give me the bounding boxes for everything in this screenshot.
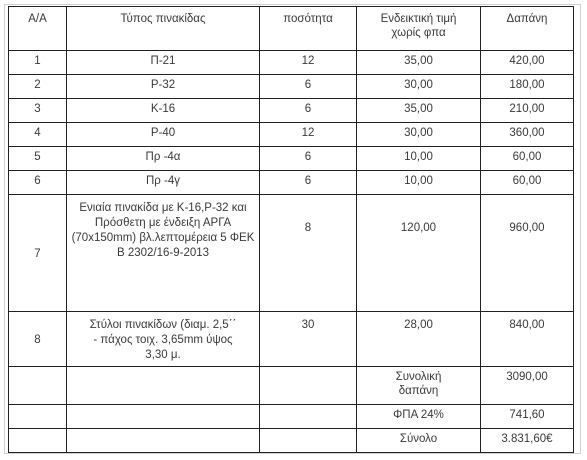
cell-cost: 360,00: [481, 123, 574, 147]
cell-aa: 5: [9, 147, 67, 171]
cell-cost: 420,00: [481, 51, 574, 75]
cell-aa: 7: [9, 195, 67, 312]
table-header-row: [9, 7, 574, 51]
table-row: [9, 75, 574, 99]
cell-unit-price: 10,00: [357, 147, 481, 171]
vat-label: ΦΠΑ 24%: [357, 405, 481, 429]
cell-type: Ενιαία πινακίδα με Κ-16,Ρ-32 και Πρόσθετη με ένδειξη ΑΡΓΑ (70x150mm) βλ.λεπτομέρεια 5 ΦΕΚ Β 2302/16-9-2013: [67, 195, 260, 312]
header-type: Τύπος πινακίδας: [67, 7, 260, 51]
cell-aa: 2: [9, 75, 67, 99]
cell-cost: 960,00: [481, 195, 574, 312]
subtotal-value: 3090,00: [481, 367, 574, 405]
vat-value: 741,60: [481, 405, 574, 429]
cell-type: Π-21: [67, 51, 260, 75]
cell-quantity: 12: [260, 51, 357, 75]
cell-unit-price: 35,00: [357, 51, 481, 75]
total-value: 3.831,60€: [481, 429, 574, 453]
cost-table: [8, 6, 574, 453]
cell-type: Ρ-32: [67, 75, 260, 99]
cell-cost: 180,00: [481, 75, 574, 99]
cell-unit-price: 30,00: [357, 75, 481, 99]
cell-cost: 60,00: [481, 171, 574, 195]
header-unit-price: Ενδεικτική τιμή χωρίς φπα: [357, 7, 481, 51]
table-row: [9, 147, 574, 171]
cell-unit-price: 35,00: [357, 99, 481, 123]
cell-aa: 4: [9, 123, 67, 147]
cell-unit-price: 28,00: [357, 312, 481, 367]
cell-cost: 210,00: [481, 99, 574, 123]
cell-type: Στύλοι πινακίδων (διαμ. 2,5΄΄ - πάχος τοιχ. 3,65mm ύψος 3,30 μ.: [67, 312, 260, 367]
summary-row-subtotal: [9, 367, 574, 405]
cell-unit-price: 30,00: [357, 123, 481, 147]
table-row: [9, 51, 574, 75]
cell-quantity: 6: [260, 75, 357, 99]
cell-cost: 60,00: [481, 147, 574, 171]
cell-aa: 8: [9, 312, 67, 367]
cell-aa: 6: [9, 171, 67, 195]
cell-type: Ρ-40: [67, 123, 260, 147]
cell-cost: 840,00: [481, 312, 574, 367]
cell-type: Πρ -4γ: [67, 171, 260, 195]
cell-quantity: 8: [260, 195, 357, 312]
table-row: [9, 171, 574, 195]
cell-aa: 1: [9, 51, 67, 75]
header-aa: Α/Α: [9, 7, 67, 51]
header-quantity: ποσότητα: [260, 7, 357, 51]
cell-unit-price: 120,00: [357, 195, 481, 312]
summary-row-total: [9, 429, 574, 453]
header-cost: Δαπάνη: [481, 7, 574, 51]
cell-quantity: 6: [260, 99, 357, 123]
summary-row-vat: [9, 405, 574, 429]
total-label: Σύνολο: [357, 429, 481, 453]
cell-quantity: 6: [260, 171, 357, 195]
subtotal-label: Συνολική δαπάνη: [357, 367, 481, 405]
table-row: [9, 99, 574, 123]
cell-quantity: 30: [260, 312, 357, 367]
cell-unit-price: 10,00: [357, 171, 481, 195]
cell-type: Πρ -4α: [67, 147, 260, 171]
table-row: [9, 195, 574, 312]
cell-quantity: 12: [260, 123, 357, 147]
cell-aa: 3: [9, 99, 67, 123]
cell-type: Κ-16: [67, 99, 260, 123]
cell-quantity: 6: [260, 147, 357, 171]
table-row: [9, 123, 574, 147]
table-row: [9, 312, 574, 367]
